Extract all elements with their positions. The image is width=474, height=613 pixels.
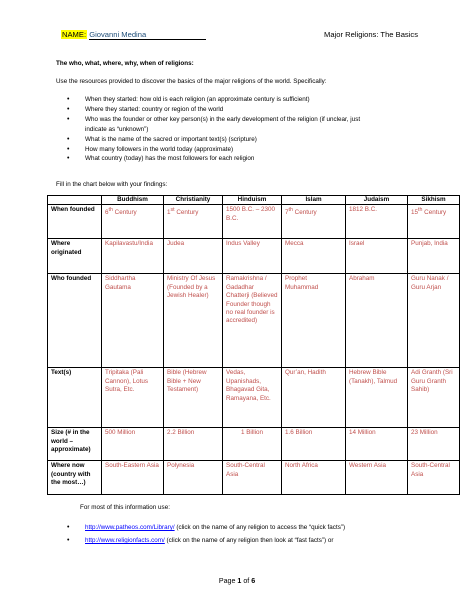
table-cell[interactable]: Siddhartha Gautama (102, 274, 164, 368)
table-row (48, 274, 460, 368)
table-cell[interactable]: Kapilavastu/India (102, 239, 164, 274)
list-item: • Where they started: country or region of the world (64, 105, 364, 115)
cell-value: 1 (167, 209, 171, 217)
table-cell[interactable]: Qur’an, Hadith (282, 368, 346, 428)
link-description: (click on the name of any religion then look at “fast facts”) or (164, 537, 334, 544)
cell-value: 1812 B.C. (349, 206, 378, 214)
row-header: Text(s) (48, 368, 102, 428)
table-cell[interactable]: 1 Billion (223, 428, 282, 461)
name-label: NAME: (62, 30, 87, 39)
table-cell[interactable] (282, 205, 346, 239)
table-row (48, 205, 460, 239)
table-row (48, 428, 460, 461)
section-heading: The who, what, where, why, when of religions: (56, 60, 194, 67)
cell-value: Century (422, 209, 447, 217)
table-cell[interactable]: Abraham (346, 274, 408, 368)
ordinal-suffix: th (418, 207, 423, 214)
list-item: • What country (today) has the most followers for each religion (64, 154, 364, 164)
cell-value: Century (112, 209, 137, 217)
table-cell[interactable]: Ministry Of Jesus (Founded by a Jewish Healer) (164, 274, 223, 368)
table-cell[interactable] (408, 205, 460, 239)
table-cell[interactable] (223, 205, 282, 239)
row-header: When founded (48, 205, 102, 239)
table-cell[interactable]: Indus Valley (223, 239, 282, 274)
resource-links (64, 521, 424, 547)
table-cell[interactable]: Western Asia (346, 461, 408, 495)
fill-instruction: Fill in the chart below with your findings: (56, 181, 168, 188)
table-row (48, 239, 460, 274)
list-item: • When they started: how old is each religion (an approximate century is sufficient) (64, 95, 364, 105)
current-page: 1 (237, 577, 242, 585)
total-pages: 6 (251, 577, 256, 585)
list-item: • How many followers in the world today (approximate) (64, 145, 364, 155)
table-cell[interactable] (346, 205, 408, 239)
page-footer (0, 577, 474, 585)
list-item: • Who was the founder or other key person(s) in the early development of the religion (if unclear, just indicate as “unknown”) (64, 115, 364, 135)
column-header: Hinduism (223, 196, 282, 205)
cell-value: 1500 B.C. – 2300 B.C. (226, 206, 276, 222)
table-cell[interactable]: Guru Nanak / Guru Arjan (408, 274, 460, 368)
resources-note: For most of this information use: (80, 504, 170, 511)
table-cell[interactable]: Hebrew Bible (Tanakh), Talmud (346, 368, 408, 428)
patheos-link[interactable]: http://www.patheos.com/Library/ (85, 524, 175, 531)
list-item: • What is the name of the sacred or important text(s) (scripture) (64, 135, 364, 145)
list-item (64, 534, 424, 547)
table-cell[interactable]: 500 Million (102, 428, 164, 461)
table-cell[interactable]: Polynesia (164, 461, 223, 495)
intro-text: Use the resources provided to discover the basics of the major religions of the world. Specifically: (56, 78, 327, 85)
religions-table (47, 195, 460, 495)
table-cell[interactable]: Israel (346, 239, 408, 274)
table-row (48, 461, 460, 495)
table-cell[interactable]: Mecca (282, 239, 346, 274)
table-cell[interactable]: Punjab, India (408, 239, 460, 274)
row-header: Where originated (48, 239, 102, 274)
ordinal-suffix: th (288, 207, 293, 214)
ordinal-suffix: st (170, 207, 175, 214)
link-description: (click on the name of any religion to access the “quick facts”) (174, 524, 346, 531)
table-cell[interactable]: North Africa (282, 461, 346, 495)
cell-value: 15 (411, 209, 419, 217)
table-cell[interactable] (102, 205, 164, 239)
table-cell[interactable]: South-Central Asia (223, 461, 282, 495)
column-header: Buddhism (102, 196, 164, 205)
ordinal-suffix: th (108, 207, 113, 214)
list-item (64, 521, 424, 534)
table-cell[interactable]: 23 Million (408, 428, 460, 461)
table-cell[interactable]: 14 Million (346, 428, 408, 461)
column-header: Christianity (164, 196, 223, 205)
table-cell[interactable]: Adi Granth (Sri Guru Granth Sahib) (408, 368, 460, 428)
table-header-row (48, 196, 460, 205)
table-row (48, 368, 460, 428)
table-cell[interactable]: Judea (164, 239, 223, 274)
table-cell[interactable]: 2.2 Billion (164, 428, 223, 461)
table-cell[interactable]: South-Eastern Asia (102, 461, 164, 495)
table-cell[interactable]: Vedas, Upanishads, Bhagavad Gita, Ramayana, Etc. (223, 368, 282, 428)
page-of: of (241, 577, 252, 585)
document-title: Major Religions: The Basics (324, 30, 418, 39)
requirements-list (64, 95, 364, 164)
row-header: Who founded (48, 274, 102, 368)
row-header: Size (# in the world – approximate) (48, 428, 102, 461)
table-cell[interactable] (164, 205, 223, 239)
column-header: Islam (282, 196, 346, 205)
cell-value: 7 (285, 209, 289, 217)
student-name: Giovanni Medina (89, 30, 206, 40)
table-cell[interactable]: Prophet Muhammad (282, 274, 346, 368)
cell-value: Century (174, 209, 199, 217)
table-cell[interactable]: South-Central Asia (408, 461, 460, 495)
row-header: Where now (country with the most…) (48, 461, 102, 495)
student-name-line (61, 30, 206, 40)
column-header: Sikhism (408, 196, 460, 205)
cell-value: Century (292, 209, 317, 217)
table-cell[interactable]: 1.6 Billion (282, 428, 346, 461)
column-header: Judaism (346, 196, 408, 205)
table-cell[interactable]: Bible (Hebrew Bible + New Testament) (164, 368, 223, 428)
page-prefix: Page (218, 577, 238, 585)
corner-cell (48, 196, 102, 205)
table-cell[interactable]: Tripitaka (Pali Cannon), Lotus Sutra, Etc. (102, 368, 164, 428)
table-cell[interactable]: Ramakrishna / Gadadhar Chatterji (Believed Founder though no real founder is accredited) (223, 274, 282, 368)
religionfacts-link[interactable]: http://www.religionfacts.com/ (85, 537, 165, 544)
cell-value: 6 (105, 209, 109, 217)
